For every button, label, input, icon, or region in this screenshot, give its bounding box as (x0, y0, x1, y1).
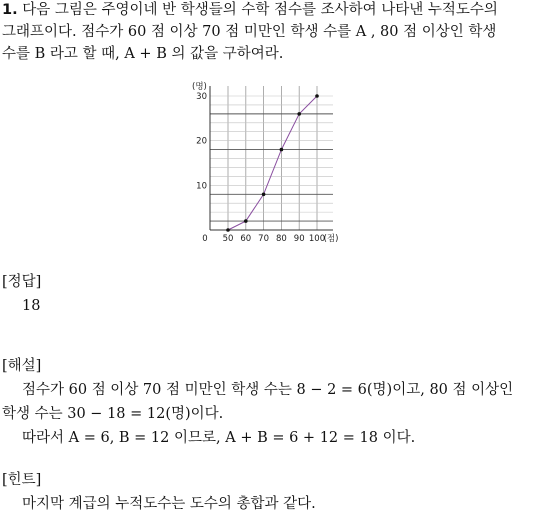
problem-number: 1. (2, 2, 18, 18)
cumulative-frequency-line (228, 96, 317, 230)
answer-header: [정답] (2, 274, 42, 290)
x-axis-unit: (점) (323, 234, 339, 244)
x-tick-label: 70 (258, 234, 270, 244)
x-tick-label: 60 (240, 234, 252, 244)
data-point (226, 228, 230, 232)
problem-text-1: 다음 그림은 주영이네 반 학생들의 수학 점수를 조사하여 나타낸 누적도수의 (22, 2, 498, 18)
data-point (262, 192, 266, 196)
y-tick-label: 30 (196, 92, 207, 102)
y-tick-label: 10 (196, 181, 207, 192)
hint-line-1: 마지막 계급의 누적도수는 도수의 총합과 같다. (22, 496, 316, 512)
problem-line-3: 수를 B 라고 할 때, A + B 의 값을 구하여라. (2, 46, 284, 62)
answer-value: 18 (22, 298, 41, 314)
x-tick-label: 100 (308, 234, 326, 244)
x-tick-label: 50 (222, 234, 234, 244)
explanation-line-2: 학생 수는 30 − 18 = 12(명)이다. (2, 406, 224, 422)
data-point (280, 148, 284, 152)
data-point (315, 94, 319, 98)
problem-line-2: 그래프이다. 점수가 60 점 이상 70 점 미만인 학생 수를 A , 80 점 이상인 학생 (2, 24, 497, 40)
explanation-line-3: 따라서 A = 6, B = 12 이므로, A + B = 6 + 12 = 18 이다. (22, 430, 416, 446)
y-tick-label: 20 (196, 136, 207, 147)
hint-header: [힌트] (2, 472, 42, 488)
y-axis-label: (명) (192, 82, 207, 92)
origin-label: 0 (202, 234, 208, 244)
x-tick-label: 80 (275, 234, 287, 244)
data-point (244, 219, 248, 223)
x-tick-label: 90 (293, 234, 305, 244)
explanation-line-1: 점수가 60 점 이상 70 점 미만인 학생 수는 8 − 2 = 6(명)이고, 80 점 이상인 (22, 382, 514, 398)
explanation-header: [해설] (2, 358, 42, 374)
data-point (297, 112, 301, 116)
